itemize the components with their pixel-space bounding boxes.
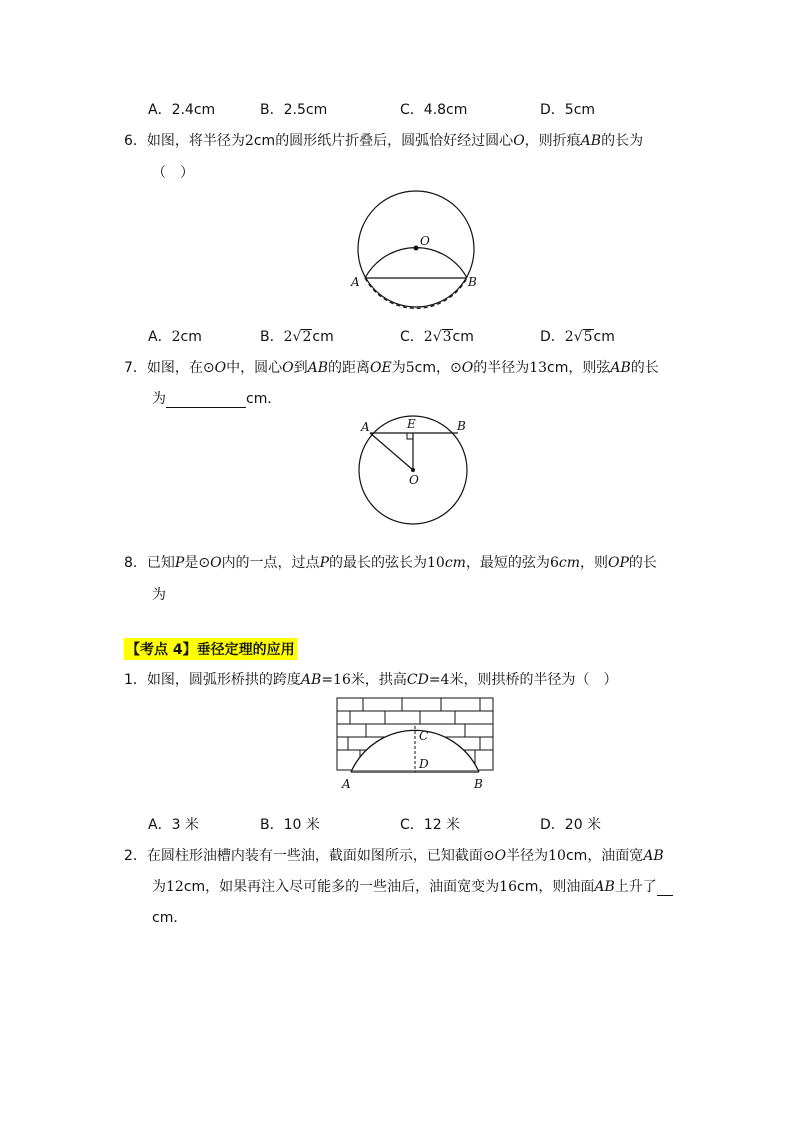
q7-question: 7．如图，在⊙O中，圆心O到AB的距离OE为5cm，⊙O的半径为13cm，则弦AB的长 <box>124 360 659 376</box>
q8-question: 8．已知P是⊙O内的一点，过点P的最长的弦长为10cm，最短的弦为6cm，则OP的长 <box>124 555 657 571</box>
s2-question: 2．在圆柱形油槽内装有一些油，截面如图所示，已知截面⊙O半径为10cm，油面宽AB <box>124 848 664 864</box>
q7-right-angle-mark <box>407 433 413 439</box>
s1-bridge-figure <box>330 692 500 796</box>
s1-label-c: C <box>419 729 429 743</box>
q6-option-a: A．2cm <box>148 329 202 345</box>
q7-figure <box>350 414 480 530</box>
s1-label-a: A <box>342 777 351 791</box>
q6-question: 6．如图，将半径为2cm的圆形纸片折叠后，圆弧恰好经过圆心O，则折痕AB的长为 <box>124 133 644 149</box>
q5-option-b: B．2.5cm <box>260 102 328 118</box>
q5-option-a: A．2.4cm <box>148 102 216 118</box>
q6-option-b: B．2√2cm <box>260 329 334 345</box>
s1-label-d: D <box>419 757 429 771</box>
s1-option-a: A．3 米 <box>148 817 199 833</box>
s2-question-line3: cm． <box>152 910 188 926</box>
q6-option-c: C．2√3cm <box>400 329 474 345</box>
section-title: 【考点 4】垂径定理的应用 <box>124 638 297 660</box>
s1-option-c: C．12 米 <box>400 817 461 833</box>
q6-folded-arc <box>365 248 467 278</box>
q7-label-a: A <box>361 420 370 434</box>
q5-option-c: C．4.8cm <box>400 102 468 118</box>
q6-figure <box>340 186 490 314</box>
q7-question-line2: 为 cm． <box>152 391 282 407</box>
s1-question: 1．如图，圆弧形桥拱的跨度AB=16米，拱高CD=4米，则拱桥的半径为（ ） <box>124 672 618 688</box>
q6-label-a: A <box>351 275 360 289</box>
q7-label-b: B <box>457 419 466 433</box>
q6-center-point <box>414 246 419 251</box>
q5-option-d: D．5cm <box>540 102 596 118</box>
q8-question-line2: 为 <box>152 587 166 603</box>
s2-answer-blank[interactable] <box>657 881 673 896</box>
s1-label-b: B <box>474 777 483 791</box>
q6-answer-paren: （ ） <box>152 165 194 181</box>
s1-option-b: B．10 米 <box>260 817 320 833</box>
q7-label-e: E <box>407 417 416 431</box>
s2-question-line2: 为12cm，如果再注入尽可能多的一些油后，油面宽变为16cm，则油面AB上升了 <box>152 876 673 896</box>
q6-option-d: D．2√5cm <box>540 329 615 345</box>
q7-center-point <box>411 468 415 472</box>
q7-label-o: O <box>409 473 419 487</box>
s1-option-d: D．20 米 <box>540 817 602 833</box>
q6-label-b: B <box>468 275 477 289</box>
q7-answer-blank[interactable] <box>166 393 246 408</box>
q6-dashed-arc <box>365 278 467 308</box>
q6-label-o: O <box>420 234 430 248</box>
